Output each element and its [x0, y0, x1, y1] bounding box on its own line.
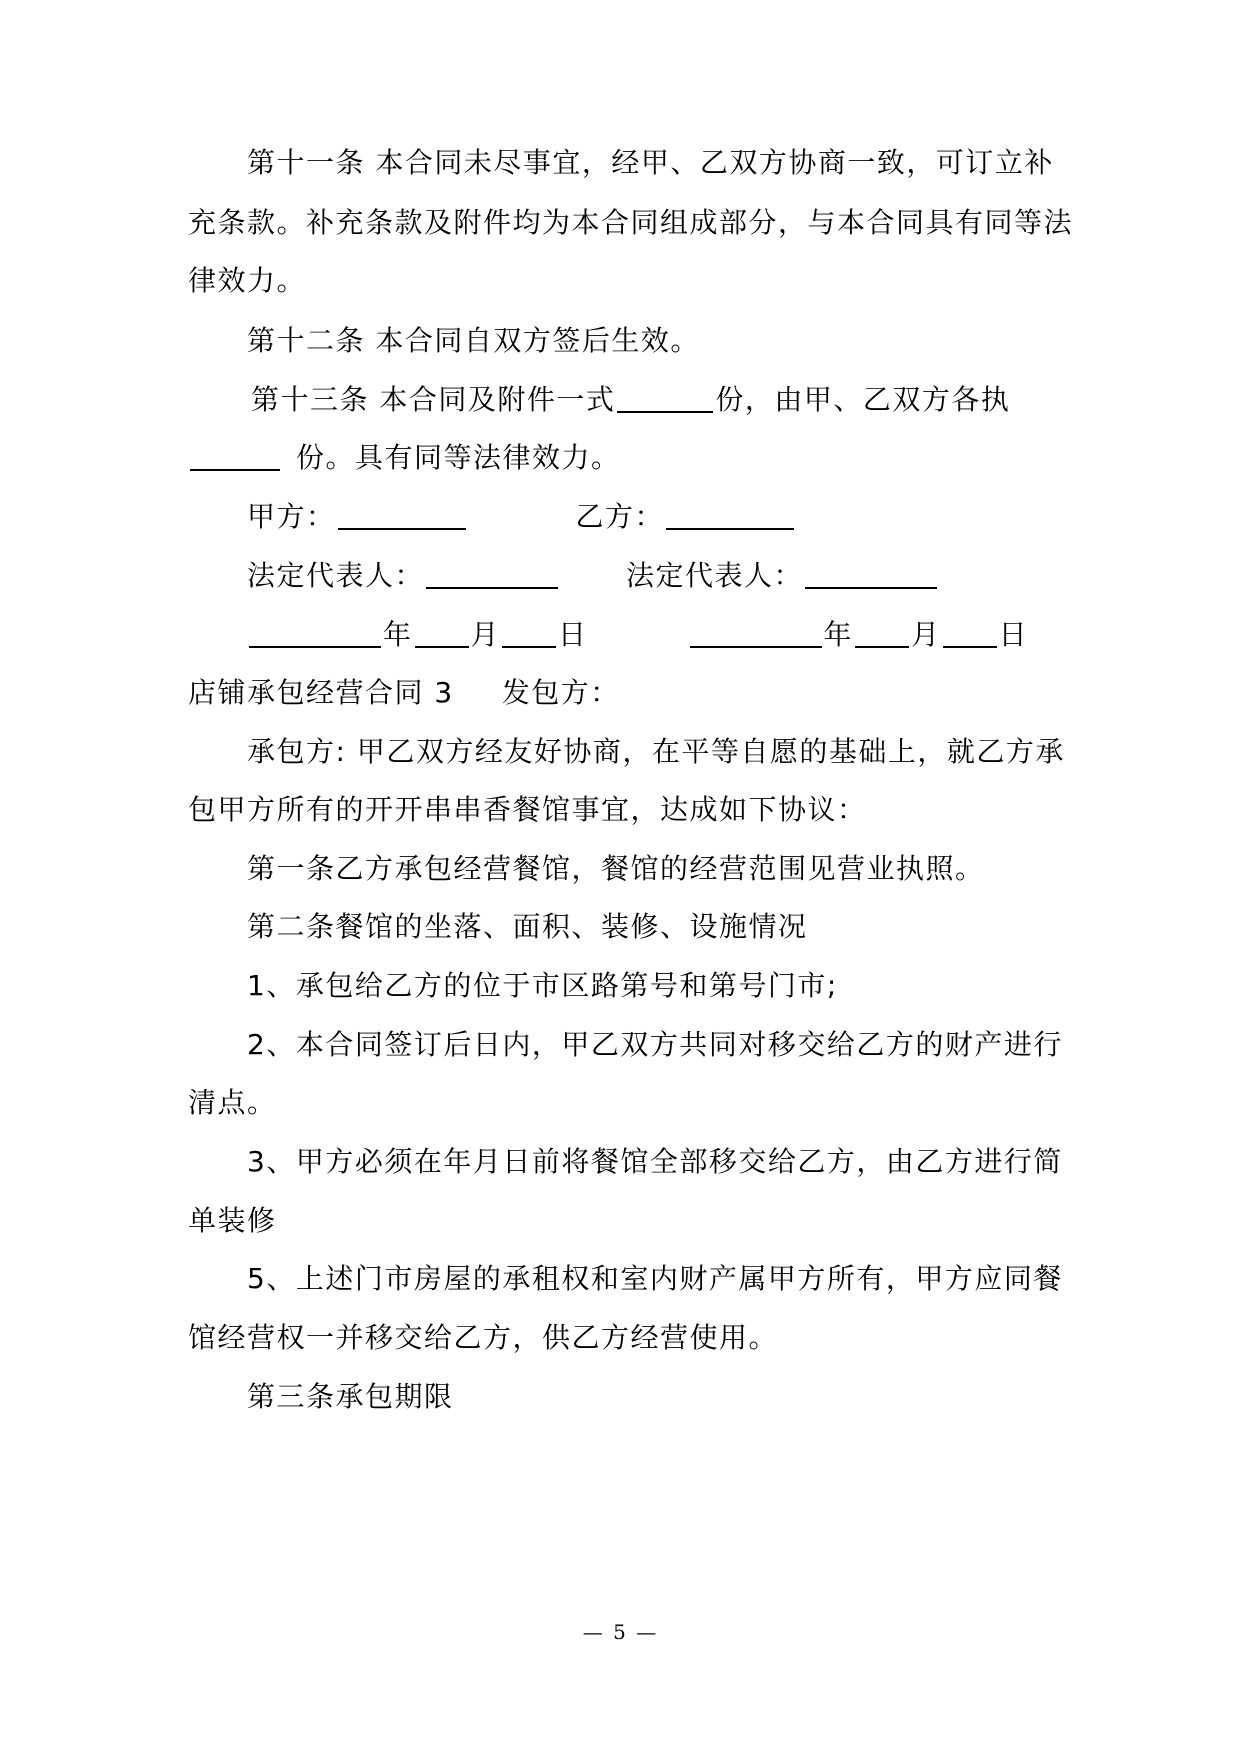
article-3: 第三条承包期限	[247, 1380, 454, 1413]
date-b-year-blank[interactable]	[690, 618, 822, 648]
date-b-year: 年	[823, 618, 854, 651]
article-1: 第一条乙方承包经营餐馆，餐馆的经营范围见营业执照。	[247, 852, 985, 885]
item-1: 1、承包给乙方的位于市区路第号和第号门市;	[247, 969, 838, 1002]
date-a-year: 年	[383, 618, 413, 651]
representative-line	[247, 558, 939, 594]
party-a-label: 甲方：	[247, 500, 336, 533]
article-2: 第二条餐馆的坐落、面积、装修、设施情况	[247, 910, 808, 943]
article-11-line-2: 充条款。补充条款及附件均为本合同组成部分，与本合同具有同等法	[188, 206, 1074, 239]
rep-b-label: 法定代表人：	[626, 559, 804, 592]
item-5-line-2: 馆经营权一并移交给乙方，供乙方经营使用。	[188, 1321, 779, 1354]
contract-3-heading-line	[188, 675, 620, 711]
article-13-part-2: 份，由甲、乙双方各执	[715, 383, 1011, 416]
date-line	[247, 617, 1028, 653]
rep-a-blank[interactable]	[426, 559, 558, 589]
rep-a-label: 法定代表人：	[247, 559, 425, 592]
article-13-part-1: 第十三条 本合同及附件一式	[251, 383, 616, 416]
party-a-line	[247, 499, 796, 535]
date-a-year-blank[interactable]	[249, 618, 381, 648]
item-3-line-2: 单装修	[188, 1204, 277, 1237]
date-a-day-blank[interactable]	[502, 618, 556, 648]
item-5-line-1: 5、上述门市房屋的承租权和室内财产属甲方所有，甲方应同餐	[247, 1262, 1063, 1295]
date-b-day: 日	[998, 618, 1029, 651]
intro-line-2: 包甲方所有的开开串串香餐馆事宜，达成如下协议：	[188, 793, 867, 826]
article-11-line-1: 第十一条 本合同未尽事宜，经甲、乙双方协商一致，可订立补	[247, 146, 1054, 179]
date-a-month: 月	[470, 618, 501, 651]
article-13-part-3: 份。具有同等法律效力。	[296, 441, 621, 474]
copies-each-blank[interactable]	[190, 441, 280, 471]
intro-line-1: 承包方: 甲乙双方经友好协商，在平等自愿的基础上，就乙方承	[247, 735, 1065, 768]
page-number: — 5 —	[582, 1620, 659, 1644]
party-a-blank[interactable]	[338, 500, 466, 530]
article-13-line-2	[188, 440, 621, 476]
date-b-day-blank[interactable]	[943, 618, 997, 648]
date-b-month: 月	[911, 618, 941, 651]
contract-3-title: 店铺承包经营合同 3	[188, 676, 454, 709]
article-12: 第十二条 本合同自双方签后生效。	[247, 324, 700, 357]
article-13-line-1	[251, 382, 1010, 418]
item-2-line-1: 2、本合同签订后日内，甲乙双方共同对移交给乙方的财产进行	[247, 1028, 1063, 1061]
date-a-month-blank[interactable]	[415, 618, 469, 648]
date-a-day: 日	[558, 618, 588, 651]
rep-b-blank[interactable]	[805, 559, 937, 589]
copies-total-blank[interactable]	[617, 383, 713, 413]
article-11-line-3: 律效力。	[188, 264, 307, 297]
issuer-label: 发包方：	[501, 676, 620, 709]
item-3-line-1: 3、甲方必须在年月日前将餐馆全部移交给乙方，由乙方进行简	[247, 1145, 1063, 1178]
party-b-blank[interactable]	[666, 500, 794, 530]
party-b-label: 乙方：	[575, 500, 665, 533]
item-2-line-2: 清点。	[188, 1086, 277, 1119]
date-b-month-blank[interactable]	[855, 618, 909, 648]
